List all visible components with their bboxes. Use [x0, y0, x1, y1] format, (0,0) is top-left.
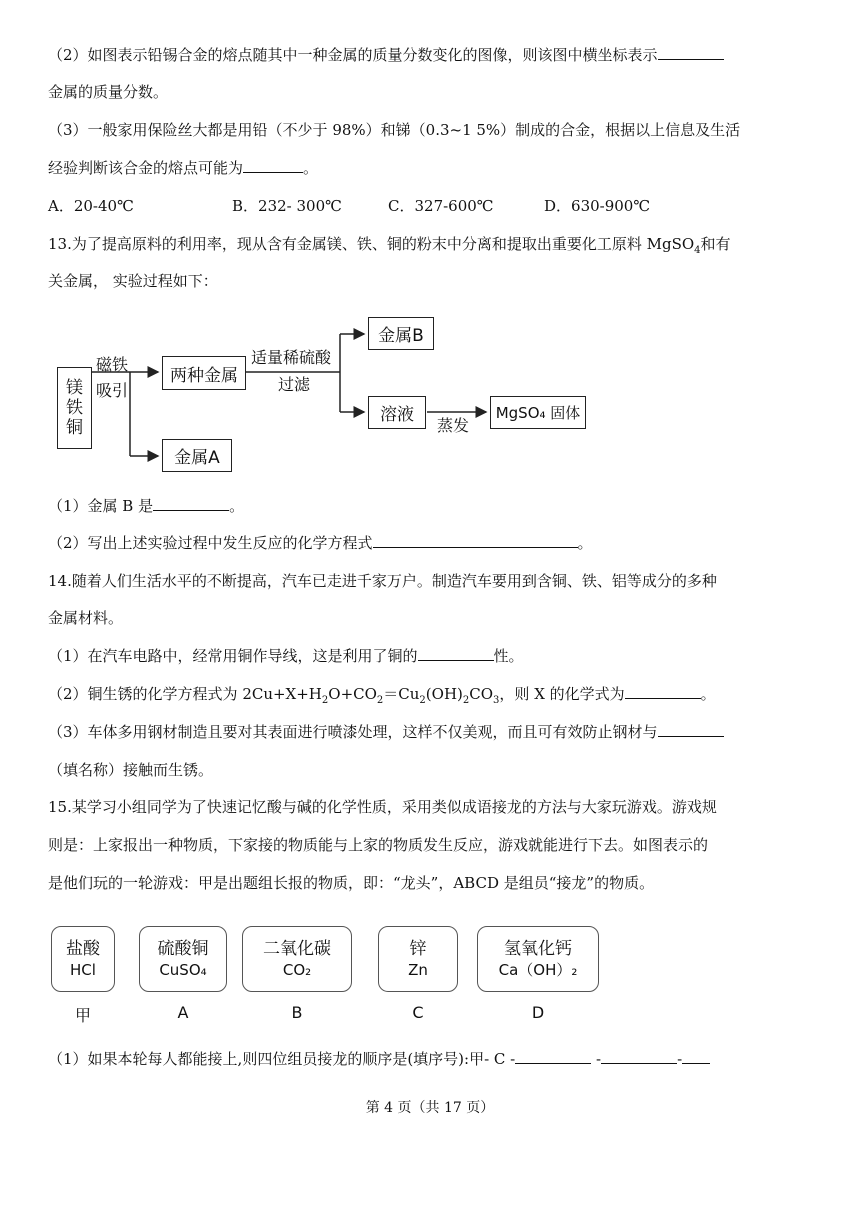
start-mixture-box: 镁 铁 铜 — [57, 367, 92, 449]
card-caoh2: 氢氧化钙 Ca（OH）₂ — [477, 926, 599, 992]
q15-intro-line1: 15.某学习小组同学为了快速记忆酸与碱的化学性质，采用类似成语接龙的方法与大家玩游戏。游戏规 — [48, 798, 717, 816]
q12-part3-line2: 经验判断该合金的熔点可能为 。 — [48, 159, 319, 177]
q14-part3-line1: （3）车体多用钢材制造且要对其表面进行喷漆处理，这样不仅美观，而且可有效防止钢材与 — [48, 722, 724, 742]
answer-blank[interactable] — [373, 533, 578, 548]
q14-part1: （1）在汽车电路中，经常用铜作导线，这是利用了铜的 性。 — [48, 647, 524, 665]
option-c[interactable]: C．327-600℃ — [388, 197, 494, 215]
q14-part3-line2: （填名称）接触而生锈。 — [48, 761, 214, 779]
card-label-a: A — [177, 1003, 189, 1022]
answer-blank[interactable] — [625, 684, 701, 699]
card-label-c: C — [412, 1003, 424, 1022]
q14-intro-line1: 14.随着人们生活水平的不断提高，汽车已走进千家万户。制造汽车要用到含铜、铁、铝等成分的多种 — [48, 572, 717, 590]
evaporate-label: 蒸发 — [437, 416, 470, 435]
magnet-label-1: 磁铁 — [96, 355, 129, 374]
answer-blank[interactable] — [515, 1049, 591, 1064]
solution-box: 溶液 — [368, 396, 426, 429]
flow-arrows — [0, 0, 860, 480]
two-metals-box: 两种金属 — [162, 356, 246, 390]
answer-blank[interactable] — [601, 1049, 677, 1064]
acid-label: 适量稀硫酸 — [251, 348, 332, 367]
card-label-jia: 甲 — [74, 1006, 91, 1025]
q14-intro-line2: 金属材料。 — [48, 609, 124, 627]
metal-a-box: 金属A — [162, 439, 232, 472]
q13-part2: （2）写出上述实验过程中发生反应的化学方程式 。 — [48, 534, 593, 552]
metal-b-box: 金属B — [368, 317, 434, 350]
q15-intro-line2: 则是：上家报出一种物质，下家接的物质能与上家的物质发生反应，游戏就能进行下去。如图表示的 — [48, 836, 709, 854]
card-hcl: 盐酸 HCl — [51, 926, 115, 992]
q13-intro-line2: 关金属， 实验过程如下： — [48, 272, 218, 290]
card-zn: 锌 Zn — [378, 926, 458, 992]
q13-part1: （1）金属 B 是 。 — [48, 497, 245, 515]
answer-blank[interactable] — [153, 496, 229, 511]
q14-part2: （2）铜生锈的化学方程式为 $2Cu+X+H_2O+CO_2=Cu_2(OH)_2CO_3$，则 X 的化学式为 。 — [48, 685, 716, 706]
q12-part3-line1: （3）一般家用保险丝大都是用铅（不少于 98%）和锑（0.3~1 5%）制成的合金，根据以上信息及生活 — [48, 121, 741, 139]
option-d[interactable]: D．630-900℃ — [544, 197, 651, 215]
card-cuso4: 硫酸铜 CuSO₄ — [139, 926, 227, 992]
page-footer: 第 4 页（共 17 页） — [365, 1100, 495, 1116]
q15-intro-line3: 是他们玩的一轮游戏：甲是出题组长报的物质，即：“龙头”，ABCD 是组员“接龙”的物质。 — [48, 874, 655, 892]
card-label-d: D — [531, 1003, 545, 1022]
card-label-b: B — [291, 1003, 303, 1022]
q15-part1: （1）如果本轮每人都能接上,则四位组员接龙的顺序是(填序号):甲- C - - - — [48, 1049, 710, 1069]
q13-intro-line1: 13.为了提高原料的利用率，现从含有金属镁、铁、铜的粉末中分离和提取出重要化工原料 MgSO$_4$和有 — [48, 235, 731, 256]
option-a[interactable]: A．20-40℃ — [48, 197, 134, 215]
answer-blank[interactable] — [418, 646, 494, 661]
card-co2: 二氧化碳 CO₂ — [242, 926, 352, 992]
answer-blank[interactable] — [658, 722, 724, 737]
filter-label: 过滤 — [278, 375, 311, 394]
q12-part2-line2: 金属的质量分数。 — [48, 83, 169, 101]
magnet-label-2: 吸引 — [96, 381, 129, 400]
mgso4-product-box: MgSO₄ 固体 — [490, 396, 586, 429]
option-b[interactable]: B．232- 300℃ — [232, 197, 342, 215]
q12-part2-line1: （2）如图表示铅锡合金的熔点随其中一种金属的质量分数变化的图像，则该图中横坐标表示 — [48, 45, 724, 65]
answer-blank[interactable] — [682, 1049, 710, 1064]
